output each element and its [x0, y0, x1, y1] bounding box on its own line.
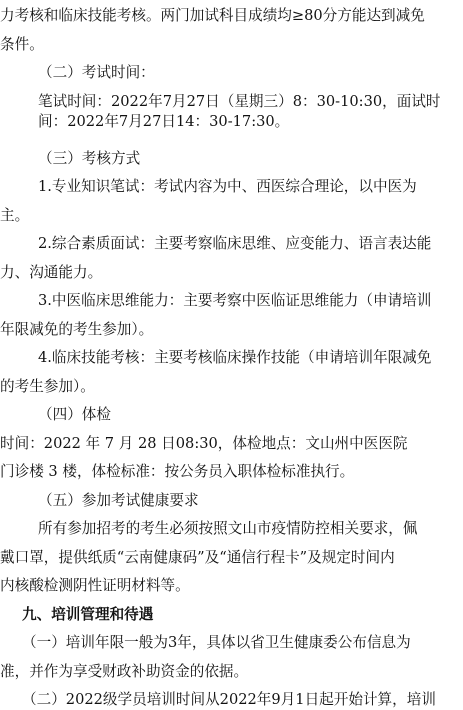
paragraph-line: 3.中医临床思维能力：主要考察中医临证思维能力（申请培训: [38, 292, 432, 309]
paragraph-line: 的考生参加）。: [0, 378, 95, 395]
paragraph-line: 内核酸检测阴性证明材料等。: [0, 577, 190, 594]
paragraph-line: 条件。: [0, 36, 44, 53]
paragraph-line: 力、沟通能力。: [0, 264, 103, 281]
paragraph-line: （二）2022级学员培训时间从2022年9月1日起开始计算，培训: [22, 691, 436, 708]
paragraph-line: 时间：2022 年 7 月 28 日08:30，体检地点：文山州中医医院: [0, 435, 408, 452]
section-label: （三）考核方式: [38, 150, 141, 167]
section-label: （四）体检: [38, 406, 111, 423]
paragraph-line: 力考核和临床技能考核。两门加试科目成绩均≥80分方能达到减免: [0, 7, 425, 24]
paragraph-line: 所有参加招考的考生必须按照文山市疫情防控相关要求，佩: [38, 520, 418, 537]
paragraph-line: 戴口罩，提供纸质“云南健康码”及“通信行程卡”及规定时间内: [0, 549, 395, 566]
paragraph-line: [38, 92, 463, 132]
section-label: （五）参加考试健康要求: [38, 492, 199, 509]
section-heading: 九、培训管理和待遇: [22, 606, 154, 623]
paragraph-line: 1.专业知识笔试：考试内容为中、西医综合理论，以中医为: [38, 178, 417, 195]
paragraph-line: 4.临床技能考核：主要考核临床操作技能（申请培训年限减免: [38, 349, 432, 366]
paragraph-line: 主。: [0, 207, 30, 224]
paragraph-line: （一）培训年限一般为3年，具体以省卫生健康委公布信息为: [22, 634, 411, 651]
paragraph-line: 年限减免的考生参加）。: [0, 321, 154, 338]
paragraph-line: 准，并作为享受财政补助资金的依据。: [0, 663, 249, 680]
paragraph-line: 2.综合素质面试：主要考察临床思维、应变能力、语言表达能: [38, 235, 432, 252]
section-label: （二）考试时间：: [38, 64, 155, 81]
paragraph-line: 门诊楼 3 楼，体检标准：按公务员入职体检标准执行。: [0, 463, 355, 480]
exam-time-text: 笔试时间：2022年7月27日（星期三）8：30-10:30，面试时间：2022年7月27日14：30-17:30。: [38, 93, 441, 130]
